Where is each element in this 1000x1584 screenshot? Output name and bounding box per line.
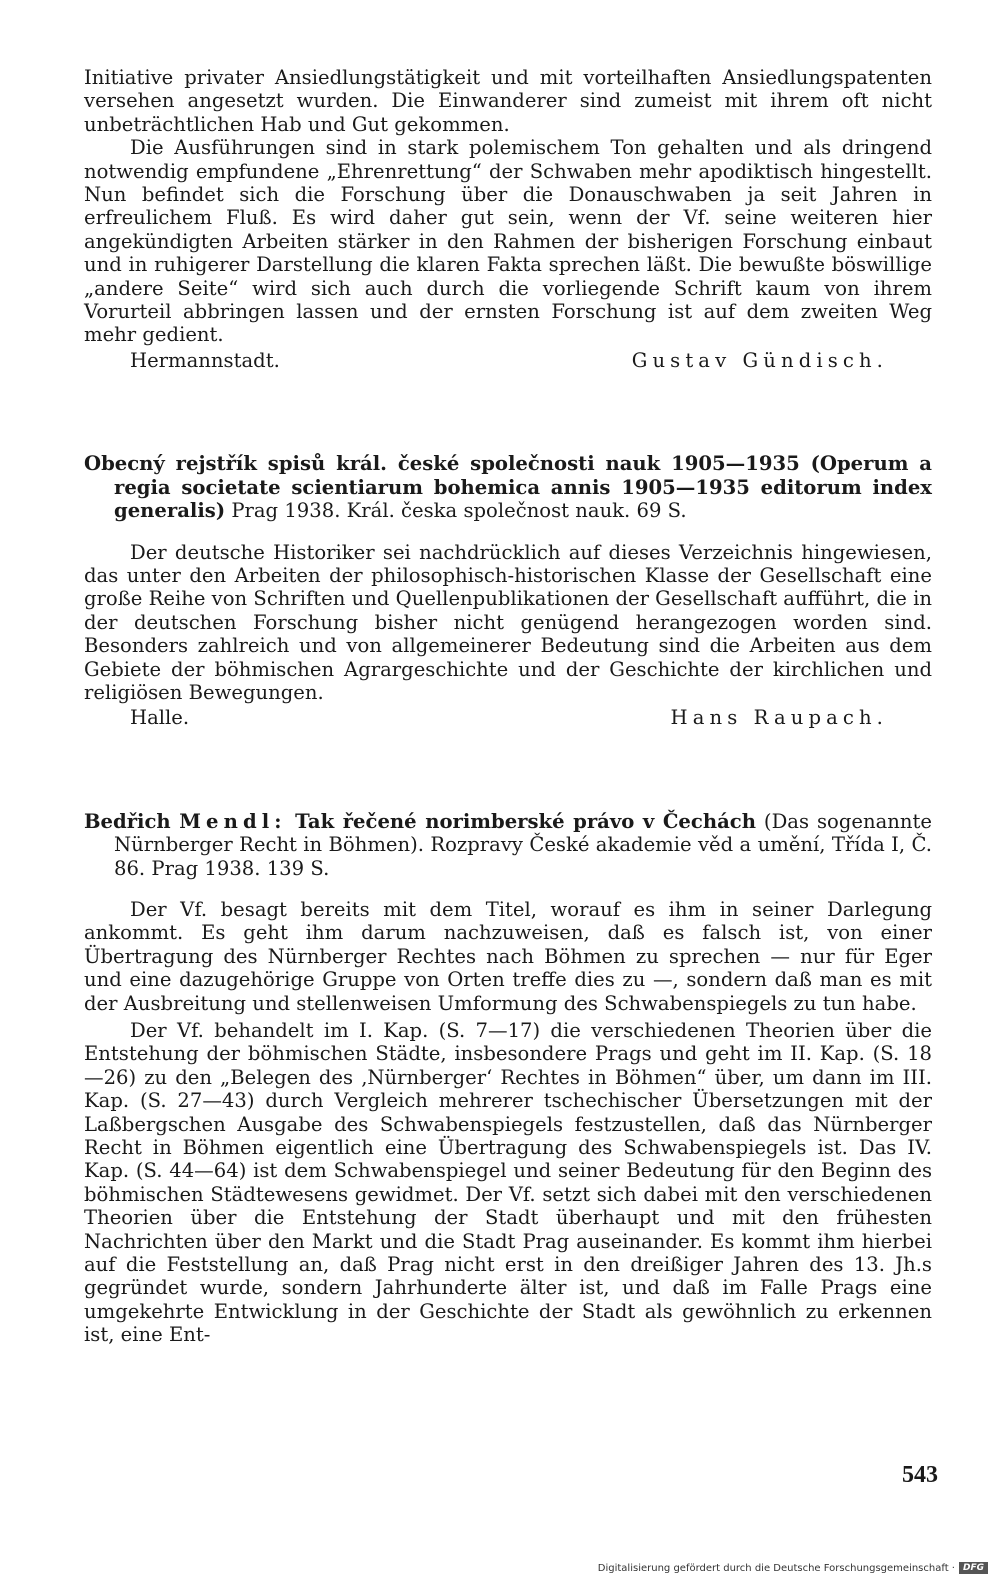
review2-author: Hans Raupach. bbox=[670, 706, 888, 730]
review1-signature bbox=[84, 349, 932, 372]
review2-signature bbox=[84, 706, 932, 729]
review2-place: Halle. bbox=[130, 706, 190, 730]
review3-heading bbox=[84, 810, 932, 880]
review1-place: Hermannstadt. bbox=[130, 348, 280, 372]
footer-text: Digitalisierung gefördert durch die Deutsche Forschungsgemeinschaft · bbox=[597, 1562, 955, 1574]
review2-title: Obecný rejstřík spisů král. české společnosti nauk 1905—1935 (Operum a regia societate scientiarum bohemica annis 1905—1935 editorum index generalis) bbox=[84, 452, 932, 523]
review1-paragraph-2: Die Ausführungen sind in stark polemischem Ton gehalten und als dringend notwendig empfundene „Ehrenrettung“ der Schwaben mehr apodiktisch hingestellt. Nun befindet sich die Forschung über die Donauschwaben ja seit Jahren in erfreulichem Fluß. Es wird daher gut sein, wenn der Vf. seine weiteren hier angekündigten Arbeiten stärker in den Rahmen der bisherigen Forschung einbaut und in ruhigerer Darstellung die klaren Fakta sprechen läßt. Die bewußte böswillige „andere Seite“ wird sich auch durch die vorliegende Schrift kaum von ihrem Vorurteil abbringen lassen und der ernsten Forschung ist auf dem zweiten Weg mehr gedient. bbox=[84, 136, 932, 347]
review1-author: Gustav Gündisch. bbox=[631, 348, 888, 372]
footer bbox=[598, 1562, 988, 1574]
dfg-logo: DFG bbox=[959, 1562, 988, 1574]
review3-author-last: Mendl: bbox=[179, 809, 287, 833]
review3-paragraph-1: Der Vf. besagt bereits mit dem Titel, worauf es ihm in seiner Darlegung ankommt. Es geht ihm darum nachzuweisen, daß es falsch ist, von einer Übertragung des Nürnberger Rechtes nach Böhmen zu sprechen — nur für Eger und eine dazugehörige Gruppe von Orten treffe dies zu —, sondern daß man es mit der Ausbreitung und stellenweisen Umformung des Schwabenspiegels zu tun habe. bbox=[84, 897, 932, 1015]
review2-heading bbox=[84, 452, 932, 522]
review2-paragraph-1: Der deutsche Historiker sei nachdrücklich auf dieses Verzeichnis hingewiesen, das unter den Arbeiten der philosophisch-historischen Klasse der Gesellschaft eine große Reihe von Schriften und Quellenpublikationen der Gesellschaft aufführt, die in der deutschen Forschung bisher nicht genügend herangezogen worden sind. Besonders zahlreich und von allgemeinerer Bedeutung sind die Arbeiten aus dem Gebiete der böhmischen Agrargeschichte und der Geschichte der kirchlichen und religiösen Bewegungen. bbox=[84, 540, 932, 704]
page-number: 543 bbox=[902, 1462, 938, 1488]
review3-paragraph-2: Der Vf. behandelt im I. Kap. (S. 7—17) die verschiedenen Theorien über die Entstehung der böhmischen Städte, insbesondere Prags und geht im II. Kap. (S. 18—26) zu den „Belegen des ‚Nürnberger‘ Rechtes in Böhmen“ über, um dann im III. Kap. (S. 27—43) durch Vergleich mehrerer tschechischer Übersetzungen mit der Laßbergschen Ausgabe des Schwabenspiegels festzustellen, daß das Nürnberger Recht in Böhmen eigentlich eine Übertragung des Schwabenspiegels ist. Das IV. Kap. (S. 44—64) ist dem Schwabenspiegel und seiner Bedeutung für den Beginn des böhmischen Städtewesens gewidmet. Der Vf. setzt sich dabei mit den verschiedenen Theorien über die Entstehung der Stadt überhaupt und mit den frühesten Nachrichten über den Markt und die Stadt Prag auseinander. Es kommt ihm hierbei auf die Feststellung an, daß Prag nicht erst in den dreißiger Jahren des 13. Jh.s gegründet wurde, sondern Jahrhunderte älter ist, und daß im Falle Prags eine umgekehrte Entwicklung in der Geschichte der Stadt als gewöhnlich zu erkennen ist, eine Ent- bbox=[84, 1019, 932, 1347]
review2-publication: Prag 1938. Král. česka společnost nauk. 69 S. bbox=[225, 499, 687, 523]
review3-author-first: Bedřich bbox=[84, 809, 180, 833]
review3-publication: (Das sogenannte Nürnberger Recht in Böhmen). Rozpravy České akademie věd a umění, Třída I, Č. 86. Prag 1938. 139 S. bbox=[114, 809, 932, 880]
review1-paragraph-1: Initiative privater Ansiedlungstätigkeit und mit vorteilhaften Ansiedlungspatenten versehen angesetzt wurden. Die Einwanderer sind zumeist mit ihrem oft nicht unbeträchtlichen Hab und Gut gekommen. bbox=[84, 66, 932, 136]
review3-title: Tak řečené norimberské právo v Čechách bbox=[286, 809, 756, 833]
page-body bbox=[84, 66, 932, 1347]
